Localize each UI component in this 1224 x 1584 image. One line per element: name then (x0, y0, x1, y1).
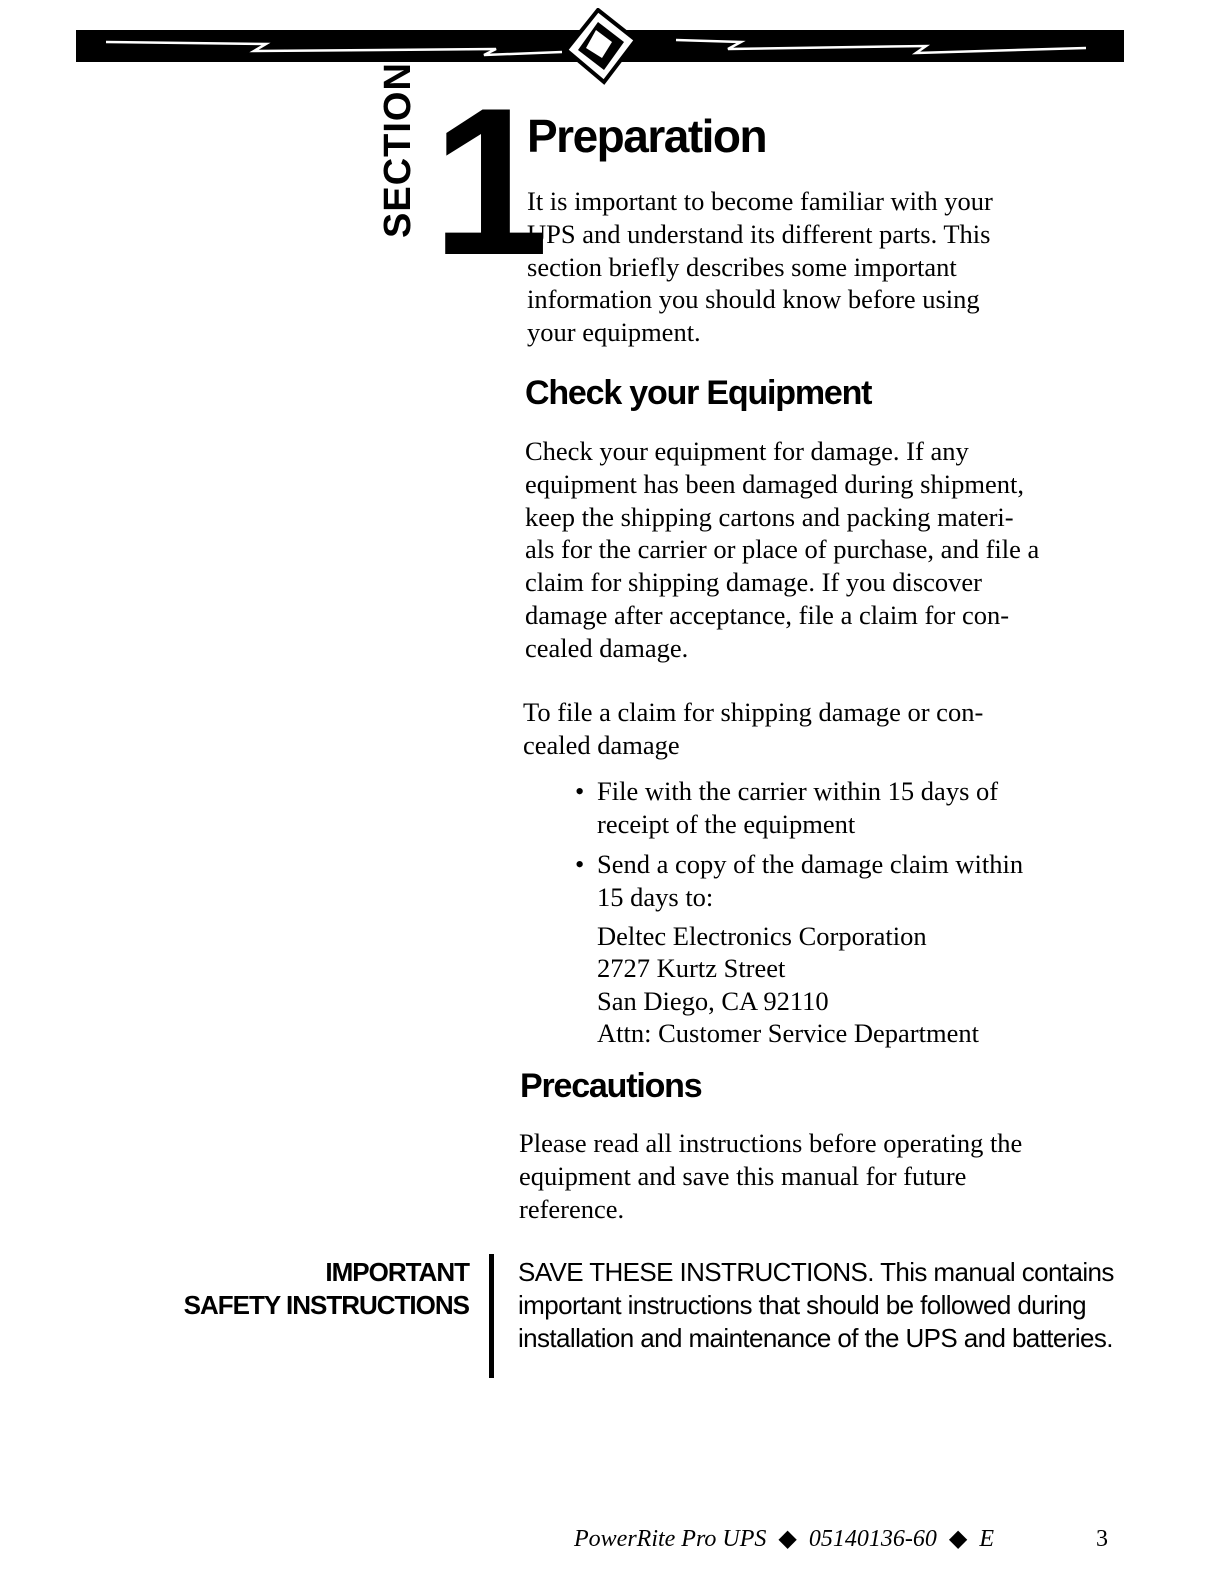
page-title: Preparation (527, 110, 767, 162)
diamond-emblem-icon (560, 8, 640, 88)
page-number: 3 (1096, 1526, 1108, 1552)
safety-side-label (184, 1256, 469, 1322)
claim-intro-paragraph: To file a claim for shipping damage or con- cealed damage (523, 697, 984, 760)
safety-label-line: SAFETY INSTRUCTIONS (183, 1290, 469, 1320)
bullet-icon: • (575, 776, 585, 806)
page-footer (574, 1524, 1108, 1554)
divider (489, 1254, 494, 1378)
footer-separator-icon: ◆ (948, 1526, 968, 1552)
safety-text: This manual contains important instructions that should be followed during installation and maintenance of the UPS and batteries. (518, 1257, 1114, 1353)
safety-label-line: IMPORTANT (325, 1257, 469, 1287)
bullet-text: File with the carrier within 15 days of receipt of the equipment (597, 776, 999, 839)
address-block (597, 920, 979, 1049)
footer-separator-icon: ◆ (778, 1526, 797, 1552)
check-equipment-heading: Check your Equipment (525, 374, 872, 412)
footer-part-number: 05140136-60 (808, 1526, 937, 1552)
check-equipment-paragraph: Check your equipment for damage. If any equipment has been damaged during shipment, keep the shipping cartons and packing materi- als for the carrier or place of purchase, and file a claim for shipping damage. If you discover damage after acceptance, file a claim for con- cealed damage. (525, 436, 1040, 663)
address-line: Attn: Customer Service Department (597, 1017, 979, 1048)
safety-lead: SAVE THESE INSTRUCTIONS. (518, 1257, 874, 1287)
address-line: San Diego, CA 92110 (597, 985, 829, 1016)
footer-language: E (979, 1526, 995, 1552)
section-number: 1 (432, 64, 549, 299)
footer-product: PowerRite Pro UPS (574, 1526, 767, 1552)
address-line: 2727 Kurtz Street (597, 953, 786, 984)
address-line: Deltec Electronics Corporation (597, 921, 927, 951)
precautions-heading: Precautions (520, 1067, 702, 1105)
safety-paragraph (518, 1256, 1118, 1355)
precautions-paragraph: Please read all instructions before operating the equipment and save this manual for future reference. (519, 1128, 1023, 1224)
bullet-icon: • (575, 849, 585, 879)
bullet-text: Send a copy of the damage claim within 15 days to: (597, 849, 1024, 912)
intro-paragraph: It is important to become familiar with your UPS and understand its different parts. This section briefly describes some important information you should know before using your equipment. (527, 186, 993, 348)
section-label: SECTION (377, 62, 419, 238)
